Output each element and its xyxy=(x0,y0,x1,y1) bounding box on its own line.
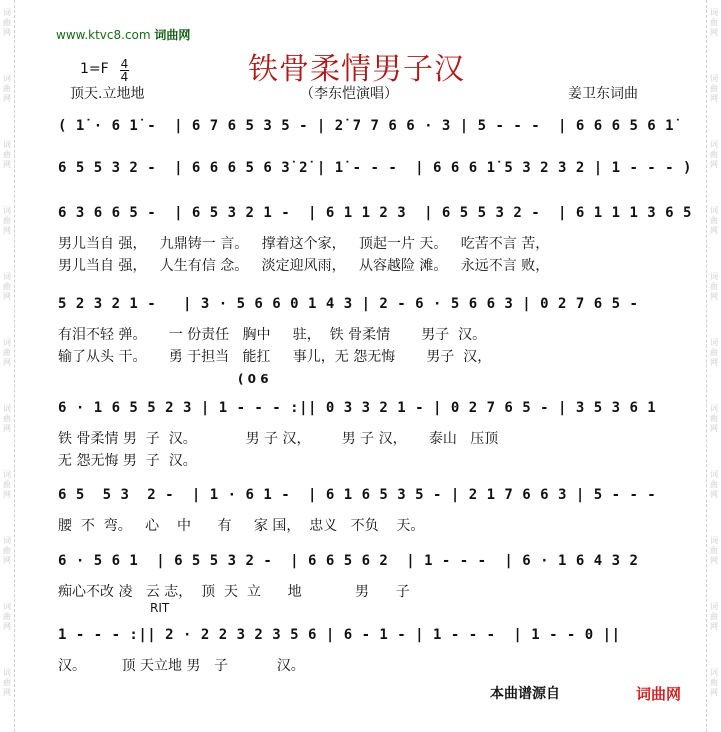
lyric-line: 输了从头 干。 勇 于担当 能扛 事儿，无 怨无悔 男子 汉， xyxy=(58,349,492,365)
tempo-text: 顶天.立地地 xyxy=(70,86,145,102)
lyric-line: 痴心不改 凌 云 志， 顶 天 立 地 男 子 xyxy=(58,584,410,600)
watermark-glyphs: 词 曲 网 xyxy=(3,338,11,367)
notation-row: 6 3 6 6 5 - | 6 5 3 2 1 - | 6 1 1 2 3 | 6 5 5 3 2 - | 6 1 1 1 3 6 5 xyxy=(58,205,692,221)
watermark-glyphs: 词 曲 网 xyxy=(710,404,718,433)
footer-source: 本曲谱源自 xyxy=(490,686,560,702)
site-domain: www.ktvc8.com xyxy=(56,28,151,42)
lyric-line: 有泪不轻 弹。 一 份责任 胸中 驻， 铁 骨柔情 男子 汉。 xyxy=(58,327,487,343)
watermark-glyphs: 词 曲 网 xyxy=(3,206,11,235)
watermark-glyphs: 词 曲 网 xyxy=(710,470,718,499)
tempo-mark: RIT xyxy=(150,601,170,615)
watermark-glyphs: 词 曲 网 xyxy=(710,338,718,367)
watermark-glyphs: 词 曲 网 xyxy=(710,536,718,565)
watermark-glyphs: 词 曲 网 xyxy=(3,470,11,499)
watermark-glyphs: 词 曲 网 xyxy=(3,74,11,103)
song-title: 铁骨柔情男子汉 xyxy=(248,52,465,87)
notation-row: 6 5 5 3 2 - | 6 6 6 5 6 3̇ 2̇ | 1̇ - - - | 6 6 6 1̇ 5 3 2 3 2 | 1 - - - ) xyxy=(58,160,692,176)
lyric-line: 男儿当自 强， 九鼎铸一 言。 撑着这个家， 顶起一片 天。 吃苦不言 苦， xyxy=(58,236,550,252)
time-bottom: 4 xyxy=(120,70,129,84)
watermark-glyphs: 词 曲 网 xyxy=(3,668,11,697)
repeat-pickup: ( 0 6 xyxy=(238,372,269,386)
watermark-glyphs: 词 曲 网 xyxy=(710,8,718,37)
watermark-glyphs: 词 曲 网 xyxy=(710,74,718,103)
notation-row: 1 - - - :|| 2 · 2 2 3 2 3 5 6 | 6 - 1 - | 1 - - - | 1 - - 0 || xyxy=(58,627,621,643)
lyric-line: 无 怨无悔 男 子 汉。 xyxy=(58,453,197,469)
site-url[interactable] xyxy=(56,26,190,43)
watermark-glyphs: 词 曲 网 xyxy=(710,140,718,169)
watermark-glyphs: 词 曲 网 xyxy=(3,404,11,433)
site-suffix: 词曲网 xyxy=(154,28,191,42)
watermark-glyphs: 词 曲 网 xyxy=(3,8,11,37)
singer: （李东恺演唱） xyxy=(300,86,398,102)
watermark-glyphs: 词 曲 网 xyxy=(710,668,718,697)
notation-row: ( 1̇ · 6 1̇ - | 6 7 6 5 3 5 - | 2̇ 7 7 6 6 · 3 | 5 - - - | 6 6 6 5 6 1̇ xyxy=(58,118,675,134)
watermark-glyphs: 词 曲 网 xyxy=(3,140,11,169)
footer-brand[interactable]: 词曲网 xyxy=(636,685,682,703)
time-signature xyxy=(120,58,129,83)
watermark-glyphs: 词 曲 网 xyxy=(710,272,718,301)
credits: 姜卫东词曲 xyxy=(568,86,638,102)
lyric-line: 汉。 顶 天立地 男 子 汉。 xyxy=(58,658,305,674)
watermark-glyphs: 词 曲 网 xyxy=(710,206,718,235)
watermark-glyphs: 词 曲 网 xyxy=(3,272,11,301)
lyric-line: 腰 不 弯。 心 中 有 家 国， 忠义 不负 天。 xyxy=(58,518,425,534)
watermark-glyphs: 词 曲 网 xyxy=(710,602,718,631)
notation-row: 6 5 5 3 2 - | 1 · 6 1 - | 6 1 6 5 3 5 - | 2 1 7 6 6 3 | 5 - - - xyxy=(58,487,657,503)
lyric-line: 男儿当自 强， 人生有信 念。 淡定迎风雨， 从容越险 滩。 永远不言 败， xyxy=(58,258,550,274)
notation-row: 6 · 1 6 5 5 2 3 | 1 - - - :|| 0 3 3 2 1 - | 0 2 7 6 5 - | 3 5 3 6 1 xyxy=(58,400,657,416)
notation-row: 6 · 5 6 1 | 6 5 5 3 2 - | 6 6 5 6 2 | 1 - - - | 6 · 1 6 4 3 2 xyxy=(58,553,639,569)
watermark-glyphs: 词 曲 网 xyxy=(3,536,11,565)
lyric-line: 铁 骨柔情 男 子 汉。 男 子 汉， 男 子 汉， 泰山 压顶 xyxy=(58,431,499,447)
key-signature: 1=F xyxy=(80,61,109,77)
time-top: 4 xyxy=(120,57,129,71)
notation-row: 5 2 3 2 1 - | 3 · 5 6 6 0 1 4 3 | 2 - 6 · 5 6 6 3 | 0 2 7 6 5 - xyxy=(58,296,639,312)
watermark-glyphs: 词 曲 网 xyxy=(3,602,11,631)
